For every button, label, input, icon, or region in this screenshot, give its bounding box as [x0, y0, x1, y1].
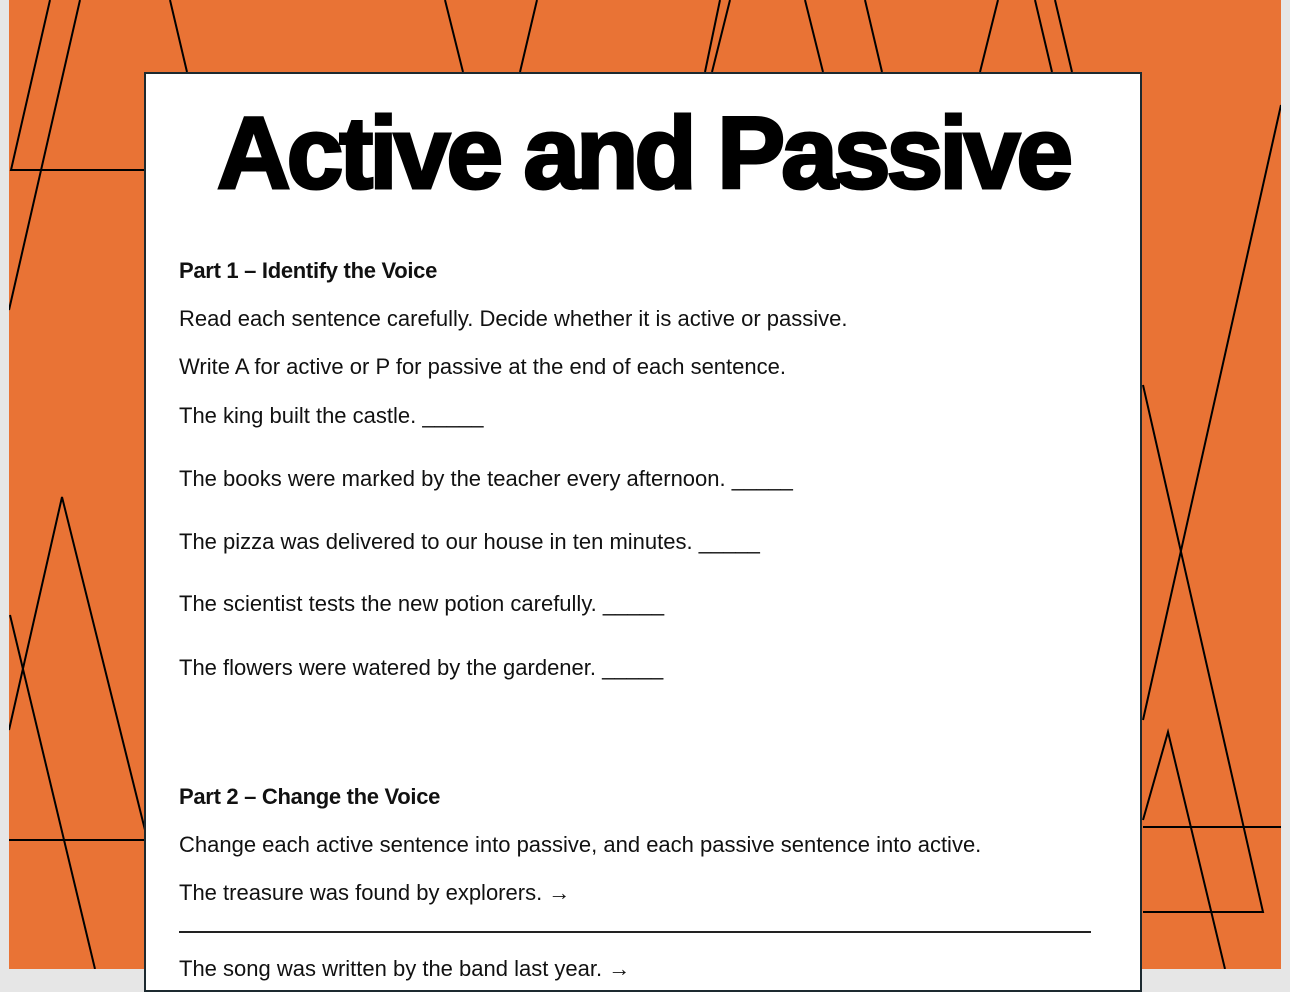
part2-instruction: Change each active sentence into passive, and each passive sentence into active. [179, 832, 982, 857]
answer-line [179, 931, 1091, 933]
sentence-item: The scientist tests the new potion carefully. _____ [179, 591, 665, 616]
sentence-item: The treasure was found by explorers. → [179, 880, 571, 905]
sentence-item: The song was written by the band last year. → [179, 956, 631, 981]
part1-heading: Part 1 – Identify the Voice [179, 258, 438, 283]
sentence-item: The pizza was delivered to our house in ten minutes. _____ [179, 529, 760, 554]
part1-instruction: Write A for active or P for passive at the end of each sentence. [179, 354, 786, 379]
sentence-item: The king built the castle. _____ [179, 403, 484, 428]
part2-heading: Part 2 – Change the Voice [179, 784, 441, 809]
part1-instruction: Read each sentence carefully. Decide whether it is active or passive. [179, 306, 848, 331]
sentence-item: The books were marked by the teacher every afternoon. _____ [179, 466, 793, 491]
sentence-item: The flowers were watered by the gardener. _____ [179, 655, 664, 680]
page-title: Active and Passive [216, 96, 1070, 210]
worksheet [144, 72, 1142, 992]
